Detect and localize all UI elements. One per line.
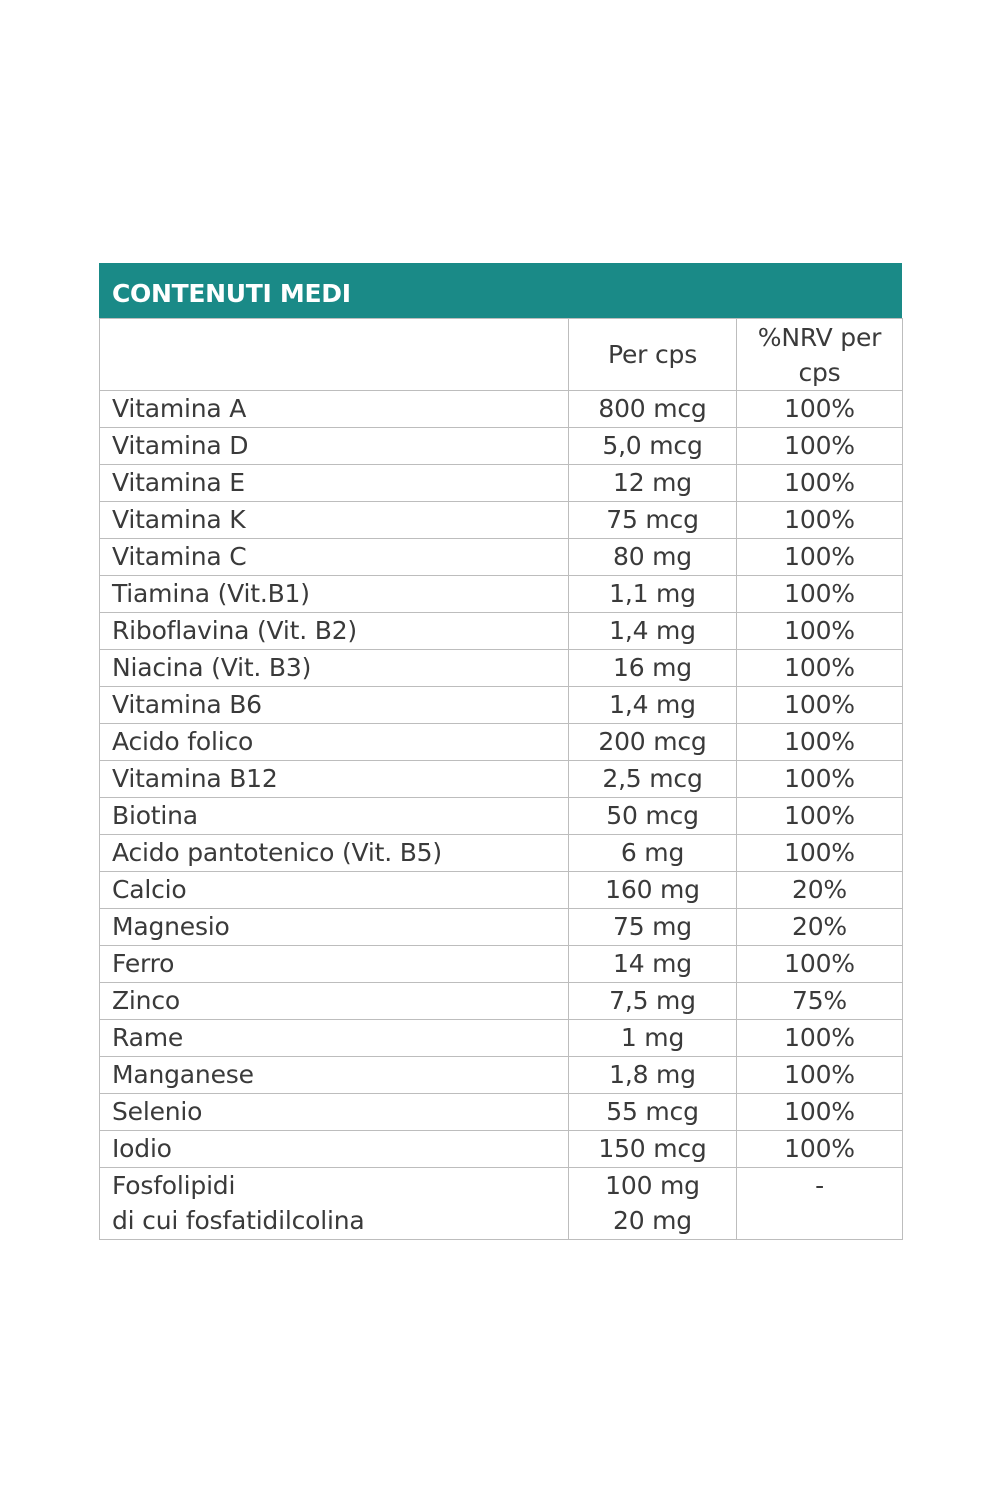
per-cps-value	[569, 1168, 737, 1240]
table-row	[100, 391, 903, 428]
table-row	[100, 1020, 903, 1057]
nutrient-name: Vitamina D	[100, 428, 569, 465]
table-row	[100, 761, 903, 798]
per-cps-value: 1,1 mg	[569, 576, 737, 613]
nutrient-name: Biotina	[100, 798, 569, 835]
table-row	[100, 946, 903, 983]
header-nrv-line1: %NRV per	[757, 322, 882, 352]
table-row	[100, 687, 903, 724]
per-cps-value: 5,0 mcg	[569, 428, 737, 465]
nrv-value: 100%	[737, 1094, 903, 1131]
per-cps-value: 1 mg	[569, 1020, 737, 1057]
nrv-value: 100%	[737, 428, 903, 465]
nrv-value: 100%	[737, 1057, 903, 1094]
per-cps-value: 200 mcg	[569, 724, 737, 761]
nrv-value: 100%	[737, 687, 903, 724]
nutrient-name: Vitamina K	[100, 502, 569, 539]
nrv-value: 100%	[737, 724, 903, 761]
table-row	[100, 724, 903, 761]
nrv-value	[737, 1168, 903, 1240]
nrv-value: 100%	[737, 1131, 903, 1168]
table-row	[100, 983, 903, 1020]
header-empty-cell	[100, 319, 569, 391]
per-cps-value-line1: 100 mg	[605, 1171, 700, 1200]
nutrient-name: Rame	[100, 1020, 569, 1057]
per-cps-value: 1,8 mg	[569, 1057, 737, 1094]
table-row	[100, 428, 903, 465]
nutrient-name: Iodio	[100, 1131, 569, 1168]
nutrition-table-panel	[99, 263, 902, 1240]
per-cps-value: 14 mg	[569, 946, 737, 983]
per-cps-value: 16 mg	[569, 650, 737, 687]
header-nrv	[737, 319, 903, 391]
table-row	[100, 502, 903, 539]
table-row	[100, 1094, 903, 1131]
header-nrv-line2: cps	[798, 357, 841, 387]
nutrient-name: Vitamina E	[100, 465, 569, 502]
per-cps-value: 800 mcg	[569, 391, 737, 428]
per-cps-value: 50 mcg	[569, 798, 737, 835]
table-row	[100, 798, 903, 835]
per-cps-value: 80 mg	[569, 539, 737, 576]
per-cps-value: 75 mcg	[569, 502, 737, 539]
nrv-value: 100%	[737, 650, 903, 687]
per-cps-value: 12 mg	[569, 465, 737, 502]
nrv-value: 100%	[737, 835, 903, 872]
per-cps-value-line2: 20 mg	[613, 1206, 692, 1235]
nutrient-name: Vitamina C	[100, 539, 569, 576]
nrv-value: 100%	[737, 576, 903, 613]
table-row	[100, 465, 903, 502]
per-cps-value: 1,4 mg	[569, 613, 737, 650]
nrv-value: 100%	[737, 502, 903, 539]
table-row	[100, 872, 903, 909]
per-cps-value: 55 mcg	[569, 1094, 737, 1131]
nrv-value: 100%	[737, 1020, 903, 1057]
nutrient-name	[100, 1168, 569, 1240]
nutrient-name: Acido folico	[100, 724, 569, 761]
nutrition-table	[99, 318, 903, 1240]
per-cps-value: 1,4 mg	[569, 687, 737, 724]
nutrient-name: Calcio	[100, 872, 569, 909]
table-row	[100, 1057, 903, 1094]
table-header-row	[100, 319, 903, 391]
nrv-value: 100%	[737, 539, 903, 576]
table-row	[100, 909, 903, 946]
per-cps-value: 150 mcg	[569, 1131, 737, 1168]
nrv-value-line1: -	[815, 1171, 824, 1200]
nutrient-name: Ferro	[100, 946, 569, 983]
nrv-value: 100%	[737, 391, 903, 428]
nutrient-name: Tiamina (Vit.B1)	[100, 576, 569, 613]
table-row	[100, 539, 903, 576]
nutrient-name: Vitamina B6	[100, 687, 569, 724]
table-row	[100, 576, 903, 613]
per-cps-value: 7,5 mg	[569, 983, 737, 1020]
table-title: CONTENUTI MEDI	[99, 263, 902, 318]
nrv-value: 75%	[737, 983, 903, 1020]
nrv-value: 100%	[737, 465, 903, 502]
table-row	[100, 835, 903, 872]
per-cps-value: 160 mg	[569, 872, 737, 909]
table-row	[100, 613, 903, 650]
nutrient-name: Riboflavina (Vit. B2)	[100, 613, 569, 650]
nutrient-name: Vitamina B12	[100, 761, 569, 798]
nutrient-name-line1: Fosfolipidi	[112, 1171, 236, 1200]
nrv-value: 100%	[737, 798, 903, 835]
header-per-cps: Per cps	[569, 319, 737, 391]
nutrient-name-line2: di cui fosfatidilcolina	[112, 1206, 365, 1235]
per-cps-value: 75 mg	[569, 909, 737, 946]
nrv-value: 100%	[737, 761, 903, 798]
nutrient-name: Acido pantotenico (Vit. B5)	[100, 835, 569, 872]
nutrient-name: Selenio	[100, 1094, 569, 1131]
nrv-value: 100%	[737, 613, 903, 650]
per-cps-value: 2,5 mcg	[569, 761, 737, 798]
table-row	[100, 650, 903, 687]
nutrient-name: Manganese	[100, 1057, 569, 1094]
per-cps-value: 6 mg	[569, 835, 737, 872]
nrv-value: 20%	[737, 872, 903, 909]
nrv-value: 100%	[737, 946, 903, 983]
nutrient-name: Zinco	[100, 983, 569, 1020]
nutrient-name: Magnesio	[100, 909, 569, 946]
table-row	[100, 1131, 903, 1168]
table-row-phospholipids	[100, 1168, 903, 1240]
nutrient-name: Niacina (Vit. B3)	[100, 650, 569, 687]
nutrient-name: Vitamina A	[100, 391, 569, 428]
nrv-value: 20%	[737, 909, 903, 946]
